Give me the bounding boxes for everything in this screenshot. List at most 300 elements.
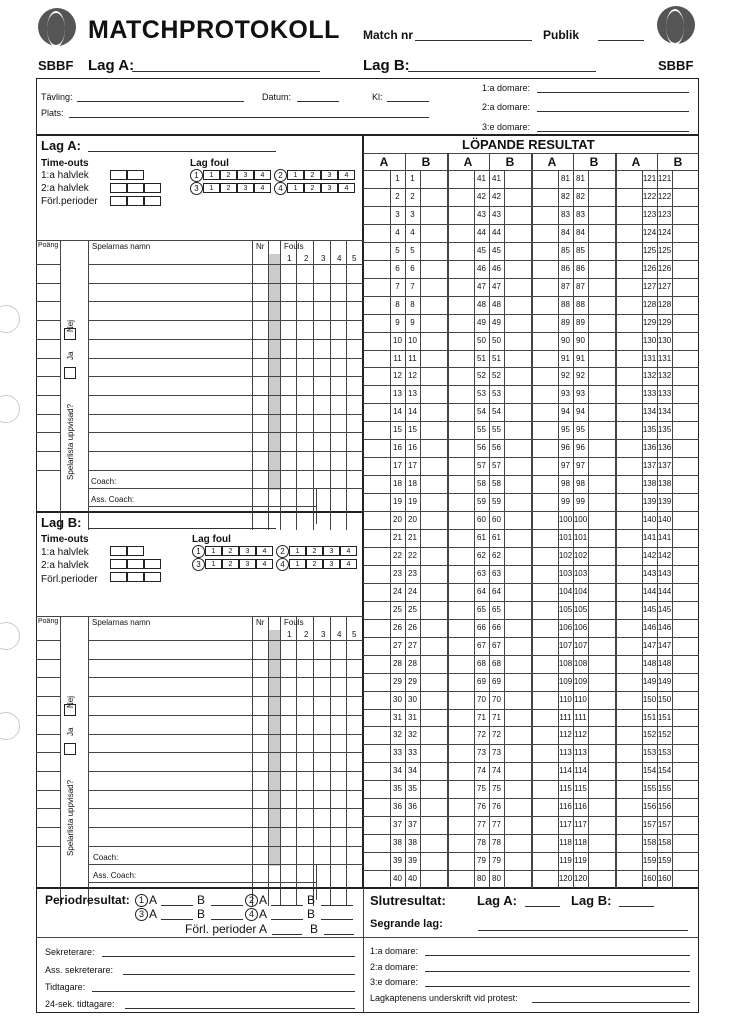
- running-score-cell[interactable]: 159: [642, 856, 657, 866]
- running-score-cell[interactable]: 105: [573, 604, 588, 614]
- running-score-cell[interactable]: 26: [408, 622, 417, 632]
- running-score-cell[interactable]: 94: [576, 407, 585, 417]
- running-score-cell[interactable]: 55: [492, 425, 501, 435]
- running-score-cell[interactable]: 37: [393, 820, 402, 830]
- running-score-cell[interactable]: 21: [408, 533, 417, 542]
- running-score-cell[interactable]: 5: [395, 245, 400, 255]
- team-b-timeout-box[interactable]: [144, 559, 161, 569]
- running-score-cell[interactable]: 112: [559, 730, 572, 740]
- running-score-cell[interactable]: 17: [408, 461, 417, 471]
- running-score-cell[interactable]: 15: [393, 425, 402, 435]
- running-score-cell[interactable]: 74: [477, 766, 486, 776]
- running-score-cell[interactable]: 95: [561, 425, 570, 435]
- running-score-cell[interactable]: 154: [657, 766, 672, 776]
- running-score-cell[interactable]: 59: [477, 497, 486, 507]
- running-score-cell[interactable]: 32: [393, 730, 402, 740]
- running-score-cell[interactable]: 137: [657, 461, 672, 471]
- running-score-cell[interactable]: 4: [410, 227, 415, 237]
- running-score-cell[interactable]: 133: [657, 389, 672, 399]
- running-score-cell[interactable]: 97: [576, 461, 585, 471]
- running-score-cell[interactable]: 152: [642, 730, 657, 740]
- running-score-cell[interactable]: 92: [561, 371, 570, 381]
- datum-field[interactable]: [297, 101, 339, 102]
- running-score-cell[interactable]: 131: [657, 353, 672, 363]
- running-score-cell[interactable]: 34: [393, 766, 402, 776]
- running-score-cell[interactable]: 104: [558, 586, 573, 596]
- running-score-cell[interactable]: 153: [642, 748, 657, 758]
- running-score-cell[interactable]: 119: [559, 856, 572, 866]
- running-score-cell[interactable]: 56: [492, 443, 501, 453]
- team-b-lagfoul-box[interactable]: 3: [323, 546, 340, 556]
- running-score-cell[interactable]: 13: [408, 389, 417, 399]
- running-score-cell[interactable]: 128: [642, 299, 657, 309]
- running-score-cell[interactable]: 16: [408, 443, 417, 453]
- running-score-cell[interactable]: 17: [393, 461, 402, 471]
- running-score-cell[interactable]: 52: [492, 371, 501, 381]
- running-score-cell[interactable]: 140: [642, 515, 657, 525]
- team-a-lagfoul-box[interactable]: 1: [203, 183, 220, 193]
- running-score-cell[interactable]: 30: [408, 694, 417, 704]
- running-score-cell[interactable]: 44: [477, 227, 486, 237]
- running-score-cell[interactable]: 89: [561, 317, 570, 327]
- running-score-cell[interactable]: 98: [576, 479, 585, 489]
- running-score-cell[interactable]: 2: [395, 191, 400, 201]
- running-score-cell[interactable]: 61: [492, 533, 501, 542]
- running-score-cell[interactable]: 160: [657, 874, 672, 884]
- running-score-cell[interactable]: 50: [492, 335, 501, 345]
- tavling-field[interactable]: [77, 101, 244, 102]
- plats-field[interactable]: [69, 117, 429, 118]
- running-score-cell[interactable]: 135: [642, 425, 657, 435]
- running-score-cell[interactable]: 133: [642, 389, 657, 399]
- running-score-cell[interactable]: 90: [576, 335, 585, 345]
- running-score-cell[interactable]: 95: [576, 425, 585, 435]
- running-score-cell[interactable]: 63: [492, 568, 501, 578]
- running-score-cell[interactable]: 136: [642, 443, 657, 453]
- period-b-field[interactable]: [211, 919, 243, 920]
- running-score-cell[interactable]: 139: [657, 497, 672, 507]
- info-domare-3-field[interactable]: [537, 131, 689, 132]
- running-score-cell[interactable]: 93: [576, 389, 585, 399]
- running-score-cell[interactable]: 48: [477, 299, 486, 309]
- team-b-lagfoul-box[interactable]: 3: [239, 559, 256, 569]
- team-b-lagfoul-box[interactable]: 1: [289, 559, 306, 569]
- running-score-cell[interactable]: 155: [657, 784, 672, 794]
- running-score-cell[interactable]: 117: [559, 820, 572, 830]
- running-score-cell[interactable]: 125: [642, 245, 657, 255]
- team-b-lagfoul-box[interactable]: 1: [205, 559, 222, 569]
- running-score-cell[interactable]: 71: [477, 712, 486, 722]
- running-score-cell[interactable]: 135: [657, 425, 672, 435]
- running-score-cell[interactable]: 81: [576, 174, 585, 183]
- running-score-cell[interactable]: 57: [492, 461, 501, 471]
- running-score-cell[interactable]: 28: [408, 658, 417, 668]
- running-score-cell[interactable]: 14: [393, 407, 402, 417]
- team-b-lagfoul-box[interactable]: 4: [340, 559, 357, 569]
- publik-field[interactable]: [598, 40, 644, 41]
- running-score-cell[interactable]: 9: [395, 317, 400, 327]
- running-score-cell[interactable]: 64: [492, 586, 501, 596]
- team-a-lagfoul-box[interactable]: 2: [304, 183, 321, 193]
- running-score-cell[interactable]: 60: [492, 515, 501, 525]
- running-score-cell[interactable]: 131: [642, 353, 657, 363]
- team-a-timeout-box[interactable]: [127, 183, 144, 193]
- period-b-field[interactable]: [321, 919, 353, 920]
- running-score-cell[interactable]: 109: [558, 676, 573, 686]
- running-score-cell[interactable]: 100: [558, 515, 573, 525]
- segrande-lag-field[interactable]: [478, 930, 688, 931]
- running-score-cell[interactable]: 35: [408, 784, 417, 794]
- lagkapten-field[interactable]: [532, 1002, 690, 1003]
- running-score-cell[interactable]: 82: [561, 191, 570, 201]
- running-score-cell[interactable]: 31: [408, 712, 417, 722]
- running-score-cell[interactable]: 52: [477, 371, 486, 381]
- team-a-timeout-box[interactable]: [110, 196, 127, 206]
- running-score-cell[interactable]: 93: [561, 389, 570, 399]
- running-score-cell[interactable]: 130: [642, 335, 657, 345]
- running-score-cell[interactable]: 32: [408, 730, 417, 740]
- running-score-cell[interactable]: 83: [561, 209, 570, 219]
- running-score-cell[interactable]: 116: [574, 802, 587, 812]
- running-score-cell[interactable]: 42: [492, 191, 501, 201]
- running-score-cell[interactable]: 71: [492, 712, 501, 722]
- period-b-field[interactable]: [211, 905, 243, 906]
- running-score-cell[interactable]: 101: [573, 533, 588, 542]
- team-a-lagfoul-box[interactable]: 3: [321, 183, 338, 193]
- running-score-cell[interactable]: 122: [657, 191, 672, 201]
- team-b-name-field[interactable]: [88, 528, 276, 529]
- running-score-cell[interactable]: 69: [492, 676, 501, 686]
- team-b-timeout-box[interactable]: [110, 559, 127, 569]
- running-score-cell[interactable]: 134: [657, 407, 672, 417]
- team-b-timeout-box[interactable]: [127, 559, 144, 569]
- running-score-cell[interactable]: 148: [657, 658, 672, 668]
- running-score-cell[interactable]: 110: [559, 694, 572, 704]
- team-a-timeout-box[interactable]: [110, 183, 127, 193]
- running-score-cell[interactable]: 3: [410, 209, 415, 219]
- team-a-nej-checkbox[interactable]: [64, 328, 76, 340]
- period-a-field[interactable]: [161, 919, 193, 920]
- team-a-ja-checkbox[interactable]: [64, 367, 76, 379]
- running-score-cell[interactable]: 46: [477, 263, 486, 273]
- running-score-cell[interactable]: 49: [477, 317, 486, 327]
- running-score-cell[interactable]: 128: [657, 299, 672, 309]
- match-nr-field[interactable]: [415, 40, 532, 41]
- running-score-cell[interactable]: 19: [408, 497, 417, 507]
- running-score-cell[interactable]: 157: [642, 820, 657, 830]
- running-score-cell[interactable]: 120: [558, 874, 573, 884]
- team-b-ja-checkbox[interactable]: [64, 743, 76, 755]
- period-a-field[interactable]: [271, 919, 303, 920]
- running-score-cell[interactable]: 153: [657, 748, 672, 758]
- running-score-cell[interactable]: 53: [492, 389, 501, 399]
- running-score-cell[interactable]: 31: [393, 712, 402, 722]
- team-b-timeout-box[interactable]: [127, 572, 144, 582]
- running-score-cell[interactable]: 160: [642, 874, 657, 884]
- running-score-cell[interactable]: 3: [395, 209, 400, 219]
- running-score-cell[interactable]: 141: [657, 533, 672, 542]
- running-score-cell[interactable]: 111: [559, 712, 572, 722]
- running-score-cell[interactable]: 58: [492, 479, 501, 489]
- running-score-cell[interactable]: 126: [642, 263, 657, 273]
- running-score-cell[interactable]: 105: [558, 604, 573, 614]
- running-score-cell[interactable]: 148: [642, 658, 657, 668]
- team-a-lagfoul-box[interactable]: 1: [203, 170, 220, 180]
- running-score-cell[interactable]: 121: [657, 174, 672, 183]
- running-score-cell[interactable]: 35: [393, 784, 402, 794]
- running-score-cell[interactable]: 37: [408, 820, 417, 830]
- running-score-cell[interactable]: 14: [408, 407, 417, 417]
- running-score-cell[interactable]: 123: [657, 209, 672, 219]
- team-a-lagfoul-box[interactable]: 2: [220, 170, 237, 180]
- running-score-cell[interactable]: 27: [408, 640, 417, 650]
- running-score-cell[interactable]: 68: [492, 658, 501, 668]
- team-a-timeout-box[interactable]: [127, 196, 144, 206]
- running-score-cell[interactable]: 22: [393, 550, 402, 560]
- running-score-cell[interactable]: 127: [642, 281, 657, 291]
- running-score-cell[interactable]: 76: [492, 802, 501, 812]
- running-score-cell[interactable]: 84: [561, 227, 570, 237]
- team-a-timeout-box[interactable]: [127, 170, 144, 180]
- running-score-cell[interactable]: 29: [408, 676, 417, 686]
- running-score-cell[interactable]: 38: [408, 838, 417, 848]
- running-score-cell[interactable]: 45: [477, 245, 486, 255]
- running-score-cell[interactable]: 54: [492, 407, 501, 417]
- running-score-cell[interactable]: 70: [477, 694, 486, 704]
- running-score-cell[interactable]: 126: [657, 263, 672, 273]
- running-score-cell[interactable]: 73: [477, 748, 486, 758]
- running-score-cell[interactable]: 74: [492, 766, 501, 776]
- running-score-cell[interactable]: 155: [642, 784, 657, 794]
- running-score-cell[interactable]: 21: [393, 533, 402, 542]
- team-b-lagfoul-box[interactable]: 2: [306, 546, 323, 556]
- running-score-cell[interactable]: 25: [408, 604, 417, 614]
- running-score-cell[interactable]: 129: [642, 317, 657, 327]
- running-score-cell[interactable]: 80: [492, 874, 501, 884]
- running-score-cell[interactable]: 7: [395, 281, 400, 291]
- running-score-cell[interactable]: 87: [561, 281, 570, 291]
- running-score-cell[interactable]: 145: [657, 604, 672, 614]
- running-score-cell[interactable]: 70: [492, 694, 501, 704]
- running-score-cell[interactable]: 91: [561, 353, 570, 363]
- running-score-cell[interactable]: 96: [576, 443, 585, 453]
- running-score-cell[interactable]: 18: [393, 479, 402, 489]
- running-score-cell[interactable]: 24: [393, 586, 402, 596]
- running-score-cell[interactable]: 47: [492, 281, 501, 291]
- running-score-cell[interactable]: 151: [642, 712, 657, 722]
- running-score-cell[interactable]: 146: [657, 622, 672, 632]
- info-domare-2-field[interactable]: [537, 111, 689, 112]
- sek24-field[interactable]: [125, 1008, 355, 1009]
- running-score-cell[interactable]: 8: [395, 299, 400, 309]
- running-score-cell[interactable]: 56: [477, 443, 486, 453]
- team-a-timeout-box[interactable]: [110, 170, 127, 180]
- running-score-cell[interactable]: 43: [477, 209, 486, 219]
- running-score-cell[interactable]: 20: [408, 515, 417, 525]
- running-score-cell[interactable]: 88: [561, 299, 570, 309]
- running-score-cell[interactable]: 4: [395, 227, 400, 237]
- running-score-cell[interactable]: 143: [657, 568, 672, 578]
- running-score-cell[interactable]: 138: [642, 479, 657, 489]
- ass-sekreterare-field[interactable]: [123, 974, 355, 975]
- running-score-cell[interactable]: 132: [657, 371, 672, 381]
- running-score-cell[interactable]: 107: [573, 640, 588, 650]
- kl-field[interactable]: [387, 101, 429, 102]
- running-score-cell[interactable]: 149: [657, 676, 672, 686]
- running-score-cell[interactable]: 88: [576, 299, 585, 309]
- running-score-cell[interactable]: 156: [642, 802, 657, 812]
- running-score-cell[interactable]: 108: [558, 658, 573, 668]
- running-score-cell[interactable]: 122: [642, 191, 657, 201]
- running-score-cell[interactable]: 112: [574, 730, 587, 740]
- running-score-cell[interactable]: 75: [492, 784, 501, 794]
- running-score-cell[interactable]: 66: [477, 622, 486, 632]
- running-score-cell[interactable]: 101: [558, 533, 573, 542]
- running-score-cell[interactable]: 38: [393, 838, 402, 848]
- running-score-cell[interactable]: 85: [576, 245, 585, 255]
- running-score-cell[interactable]: 79: [477, 856, 486, 866]
- running-score-cell[interactable]: 46: [492, 263, 501, 273]
- running-score-cell[interactable]: 55: [477, 425, 486, 435]
- running-score-cell[interactable]: 99: [576, 497, 585, 507]
- running-score-cell[interactable]: 67: [477, 640, 486, 650]
- running-score-cell[interactable]: 129: [657, 317, 672, 327]
- running-score-cell[interactable]: 125: [657, 245, 672, 255]
- running-score-cell[interactable]: 145: [642, 604, 657, 614]
- team-b-lagfoul-box[interactable]: 1: [205, 546, 222, 556]
- running-score-cell[interactable]: 47: [477, 281, 486, 291]
- running-score-cell[interactable]: 127: [657, 281, 672, 291]
- team-a-lagfoul-box[interactable]: 2: [304, 170, 321, 180]
- running-score-cell[interactable]: 108: [573, 658, 588, 668]
- running-score-cell[interactable]: 142: [657, 550, 672, 560]
- running-score-cell[interactable]: 115: [559, 784, 572, 794]
- running-score-cell[interactable]: 59: [492, 497, 501, 507]
- running-score-cell[interactable]: 12: [393, 371, 402, 381]
- running-score-cell[interactable]: 41: [477, 174, 486, 183]
- footer-domare-1-field[interactable]: [425, 955, 690, 956]
- period-b-field[interactable]: [321, 905, 353, 906]
- team-b-lagfoul-box[interactable]: 2: [222, 546, 239, 556]
- running-score-cell[interactable]: 90: [561, 335, 570, 345]
- period-a-field[interactable]: [161, 905, 193, 906]
- running-score-cell[interactable]: 54: [477, 407, 486, 417]
- running-score-cell[interactable]: 147: [642, 640, 657, 650]
- running-score-cell[interactable]: 77: [477, 820, 486, 830]
- running-score-cell[interactable]: 10: [393, 335, 402, 345]
- running-score-cell[interactable]: 42: [477, 191, 486, 201]
- team-a-lagfoul-box[interactable]: 4: [338, 170, 355, 180]
- forl-b-field[interactable]: [324, 934, 354, 935]
- team-a-lagfoul-box[interactable]: 3: [321, 170, 338, 180]
- running-score-cell[interactable]: 124: [657, 227, 672, 237]
- running-score-cell[interactable]: 152: [657, 730, 672, 740]
- running-score-cell[interactable]: 136: [657, 443, 672, 453]
- running-score-cell[interactable]: 45: [492, 245, 501, 255]
- running-score-cell[interactable]: 118: [559, 838, 572, 848]
- running-score-cell[interactable]: 39: [408, 856, 417, 866]
- running-score-cell[interactable]: 149: [642, 676, 657, 686]
- running-score-cell[interactable]: 158: [642, 838, 657, 848]
- running-score-cell[interactable]: 83: [576, 209, 585, 219]
- running-score-cell[interactable]: 65: [477, 604, 486, 614]
- running-score-cell[interactable]: 49: [492, 317, 501, 327]
- running-score-cell[interactable]: 123: [642, 209, 657, 219]
- running-score-cell[interactable]: 69: [477, 676, 486, 686]
- running-score-cell[interactable]: 150: [657, 694, 672, 704]
- running-score-cell[interactable]: 67: [492, 640, 501, 650]
- running-score-cell[interactable]: 11: [408, 353, 417, 363]
- running-score-cell[interactable]: 104: [573, 586, 588, 596]
- tidtagare-field[interactable]: [92, 991, 355, 992]
- running-score-cell[interactable]: 77: [492, 820, 501, 830]
- running-score-cell[interactable]: 138: [657, 479, 672, 489]
- running-score-cell[interactable]: 44: [492, 227, 501, 237]
- running-score-cell[interactable]: 1: [410, 174, 415, 183]
- running-score-cell[interactable]: 76: [477, 802, 486, 812]
- running-score-cell[interactable]: 89: [576, 317, 585, 327]
- running-score-cell[interactable]: 27: [393, 640, 402, 650]
- running-score-cell[interactable]: 113: [559, 748, 572, 758]
- team-a-lagfoul-box[interactable]: 4: [254, 183, 271, 193]
- running-score-cell[interactable]: 80: [477, 874, 486, 884]
- team-a-lagfoul-box[interactable]: 4: [338, 183, 355, 193]
- running-score-cell[interactable]: 12: [408, 371, 417, 381]
- running-score-cell[interactable]: 110: [574, 694, 587, 704]
- running-score-cell[interactable]: 79: [492, 856, 501, 866]
- running-score-cell[interactable]: 158: [657, 838, 672, 848]
- running-score-cell[interactable]: 25: [393, 604, 402, 614]
- info-domare-1-field[interactable]: [537, 92, 689, 93]
- team-b-timeout-box[interactable]: [110, 572, 127, 582]
- running-score-cell[interactable]: 150: [642, 694, 657, 704]
- footer-domare-3-field[interactable]: [425, 986, 690, 987]
- team-a-timeout-box[interactable]: [144, 183, 161, 193]
- running-score-cell[interactable]: 109: [573, 676, 588, 686]
- running-score-cell[interactable]: 66: [492, 622, 501, 632]
- running-score-cell[interactable]: 119: [574, 856, 587, 866]
- running-score-cell[interactable]: 121: [642, 174, 657, 183]
- running-score-cell[interactable]: 137: [642, 461, 657, 471]
- running-score-cell[interactable]: 156: [657, 802, 672, 812]
- team-a-lagfoul-box[interactable]: 3: [237, 170, 254, 180]
- running-score-cell[interactable]: 62: [492, 550, 501, 560]
- running-score-cell[interactable]: 1: [395, 174, 400, 183]
- running-score-cell[interactable]: 50: [477, 335, 486, 345]
- running-score-cell[interactable]: 146: [642, 622, 657, 632]
- running-score-cell[interactable]: 36: [408, 802, 417, 812]
- team-a-lagfoul-box[interactable]: 1: [287, 183, 304, 193]
- team-b-timeout-box[interactable]: [127, 546, 144, 556]
- running-score-cell[interactable]: 11: [393, 353, 402, 363]
- running-score-cell[interactable]: 53: [477, 389, 486, 399]
- running-score-cell[interactable]: 34: [408, 766, 417, 776]
- running-score-cell[interactable]: 116: [559, 802, 572, 812]
- running-score-cell[interactable]: 124: [642, 227, 657, 237]
- running-score-cell[interactable]: 75: [477, 784, 486, 794]
- running-score-cell[interactable]: 9: [410, 317, 415, 327]
- running-score-cell[interactable]: 41: [492, 174, 501, 183]
- running-score-cell[interactable]: 120: [573, 874, 588, 884]
- forl-a-field[interactable]: [272, 934, 302, 935]
- running-score-cell[interactable]: 33: [408, 748, 417, 758]
- running-score-cell[interactable]: 117: [574, 820, 587, 830]
- running-score-cell[interactable]: 139: [642, 497, 657, 507]
- team-a-timeout-box[interactable]: [144, 196, 161, 206]
- running-score-cell[interactable]: 29: [393, 676, 402, 686]
- running-score-cell[interactable]: 2: [410, 191, 415, 201]
- running-score-cell[interactable]: 43: [492, 209, 501, 219]
